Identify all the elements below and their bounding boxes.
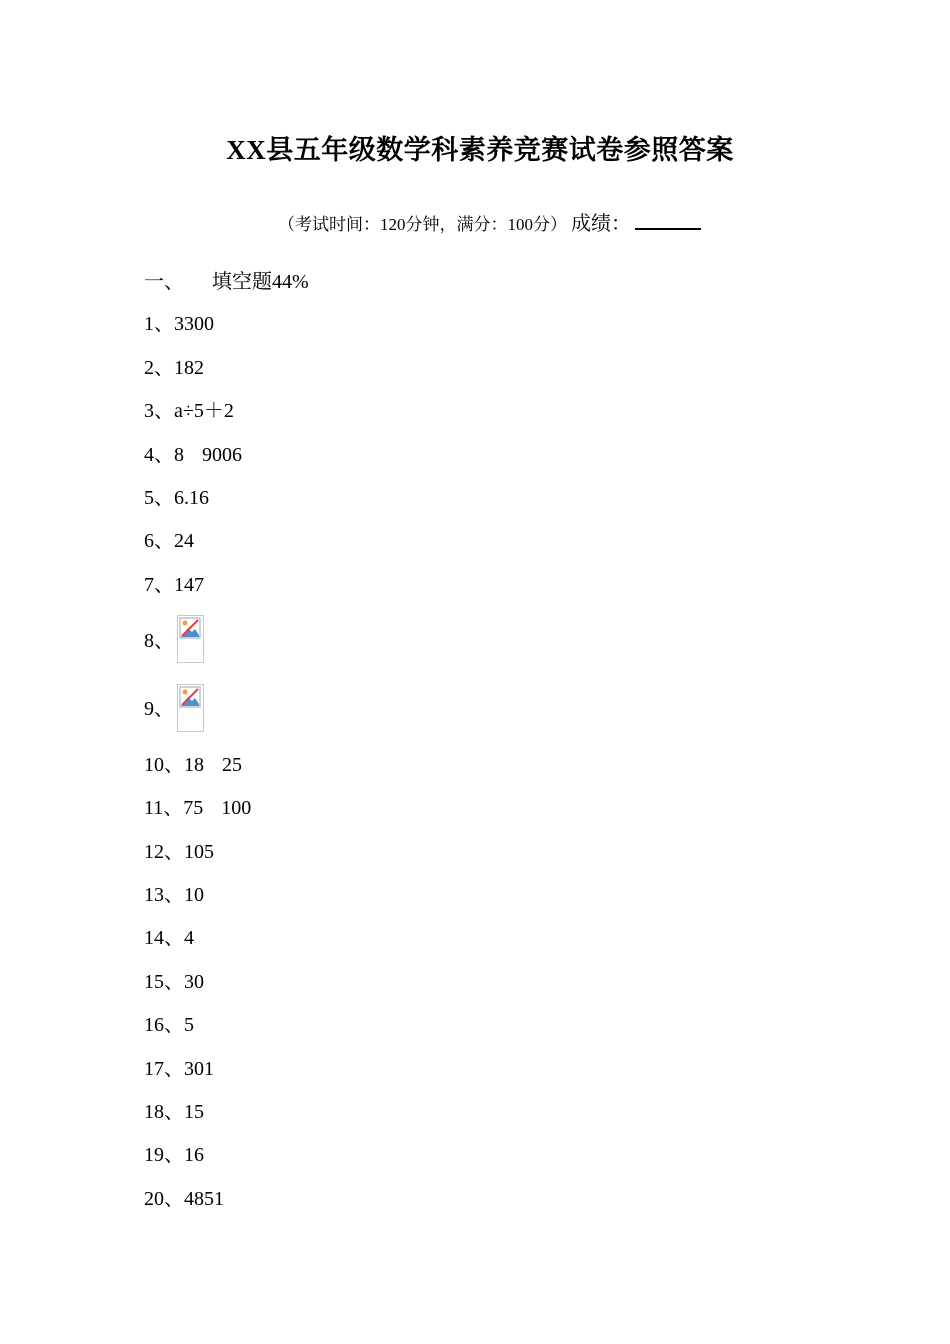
answer-item [144,1143,204,1167]
answer-item [144,970,204,994]
answer-text: 24 [174,530,194,552]
answer-text: 6.16 [174,487,209,509]
answer-item [144,312,214,336]
broken-image-icon [177,615,204,663]
answer-number: 3、 [144,400,174,422]
answer-text: 18 [184,754,204,776]
answer-number: 15、 [144,971,184,993]
answer-text: 30 [184,971,204,993]
exam-info-text: （考试时间：120分钟，满分：100分） [278,215,567,234]
answer-item [144,883,204,907]
answer-text-second: 9006 [202,444,242,466]
answer-text: 16 [184,1144,204,1166]
answer-text: 10 [184,884,204,906]
answer-text: 4 [184,927,194,949]
answer-text: 8 [174,444,184,466]
answer-item [144,1057,214,1081]
answer-number: 11、 [144,797,184,819]
section-number: 一、 [144,271,184,293]
score-label: 成绩： [571,213,631,235]
answer-item [144,796,251,820]
section-heading [144,265,309,294]
answer-number: 2、 [144,357,174,379]
exam-info [278,207,701,236]
answer-item [144,753,242,777]
answer-number: 6、 [144,530,174,552]
answer-item [144,629,174,653]
answer-number: 1、 [144,313,174,335]
answer-item [144,356,204,380]
answer-text: 105 [184,841,214,863]
section-label: 填空题44% [212,271,309,293]
answer-item [144,697,174,721]
answer-number: 5、 [144,487,174,509]
answer-number: 19、 [144,1144,184,1166]
answer-number: 8、 [144,630,174,652]
answer-item [144,926,194,950]
answer-item [144,529,194,553]
answer-number: 13、 [144,884,184,906]
answer-text-second: 100 [221,797,252,819]
answer-text: 15 [184,1101,204,1123]
answer-number: 10、 [144,754,184,776]
answer-text-second: 25 [222,754,242,776]
answer-text: 182 [174,357,204,379]
answer-text: 301 [184,1058,214,1080]
answer-number: 17、 [144,1058,184,1080]
answer-text: 4851 [184,1188,224,1210]
answer-text: 5 [184,1014,194,1036]
answer-number: 18、 [144,1101,184,1123]
answer-item [144,1013,194,1037]
answer-number: 9、 [144,698,174,720]
score-blank-line [635,212,701,230]
broken-image-icon [177,684,204,732]
answer-item [144,486,209,510]
answer-text: a÷5＋2 [174,400,234,422]
answer-number: 4、 [144,444,174,466]
answer-number: 14、 [144,927,184,949]
answer-number: 12、 [144,841,184,863]
answer-number: 16、 [144,1014,184,1036]
answer-text: 75 [183,797,204,819]
answer-item [144,1187,224,1211]
answer-text: 3300 [174,313,214,335]
answer-item [144,399,234,423]
answer-item [144,1100,204,1124]
answer-item [144,573,204,597]
answer-item [144,840,214,864]
answer-number: 20、 [144,1188,184,1210]
answer-item [144,443,242,467]
answer-number: 7、 [144,574,174,596]
page-title: XX县五年级数学科素养竞赛试卷参照答案 [226,135,734,165]
answer-text: 147 [174,574,204,596]
